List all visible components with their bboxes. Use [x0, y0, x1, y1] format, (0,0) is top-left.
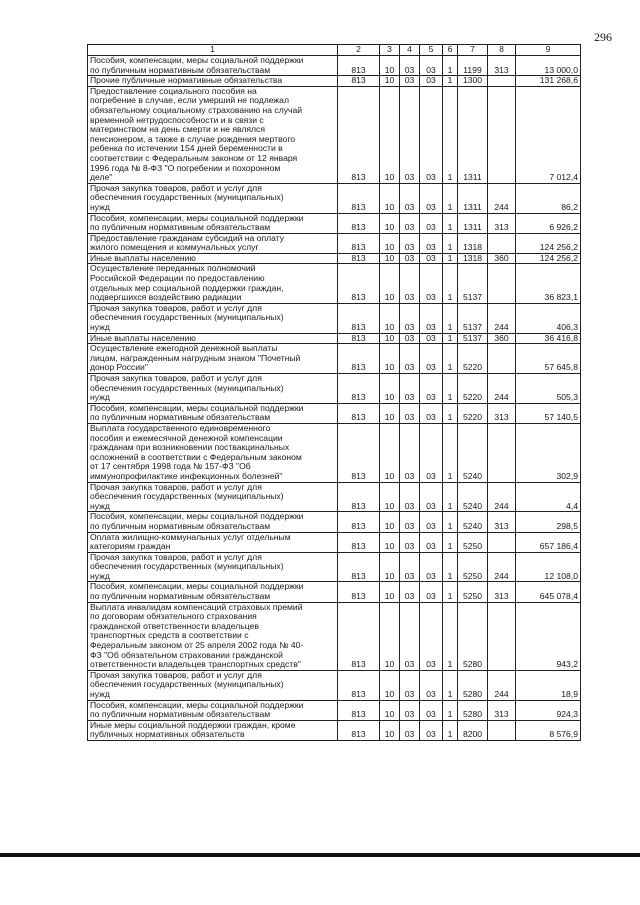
- row-section: 10: [380, 423, 400, 482]
- row-subprogram: 1: [443, 602, 458, 670]
- row-description: Прочая закупка товаров, работ и услуг для обеспечения государственных (муниципальных) нужд: [88, 183, 338, 213]
- table-row: [88, 233, 581, 253]
- row-section: 10: [380, 76, 400, 87]
- row-program: 03: [420, 76, 443, 87]
- row-program: 03: [420, 333, 443, 344]
- column-header: 1: [88, 45, 338, 56]
- row-section: 10: [380, 56, 400, 76]
- row-expense-type: 244: [488, 670, 516, 700]
- row-description: Прочая закупка товаров, работ и услуг для обеспечения государственных (муниципальных) нужд: [88, 552, 338, 582]
- row-program: 03: [420, 552, 443, 582]
- row-ministry-code: 813: [338, 512, 380, 532]
- row-target-code: 1311: [458, 213, 488, 233]
- row-expense-type: 244: [488, 183, 516, 213]
- row-description: Выплата инвалидам компенсаций страховых премий по договорам обязательного страхования гражданской ответственности владельцев транспортных средств в соответствии с Федеральным законом от 25 апреля 2002 года № 40- ФЗ "Об обязательном страховании гражданской ответственности владельцев транспортных средств": [88, 602, 338, 670]
- row-amount: 18,9: [516, 670, 581, 700]
- row-ministry-code: 813: [338, 482, 380, 512]
- row-expense-type: 244: [488, 374, 516, 404]
- row-expense-type: [488, 264, 516, 303]
- row-amount: 131 268,6: [516, 76, 581, 87]
- row-subsection: 03: [400, 344, 420, 374]
- row-section: 10: [380, 403, 400, 423]
- row-expense-type: 313: [488, 582, 516, 602]
- row-subprogram: 1: [443, 76, 458, 87]
- column-header: 3: [380, 45, 400, 56]
- row-subprogram: 1: [443, 374, 458, 404]
- row-subprogram: 1: [443, 183, 458, 213]
- row-description: Предоставление социального пособия на погребение в случае, если умерший не подлежал обязательному социальному страхованию на случай временной нетрудоспособности и в связи с материнством на день смерти и не являлся пенсионером, а также в случае рождения мертвого ребенка по истечении 154 дней беременности в соответствии с Федеральным законом от 12 января 1996 года № 8-ФЗ "О погребении и похоронном деле": [88, 86, 338, 183]
- row-section: 10: [380, 512, 400, 532]
- row-amount: 298,5: [516, 512, 581, 532]
- row-amount: 302,9: [516, 423, 581, 482]
- table-row: [88, 582, 581, 602]
- table-row: [88, 183, 581, 213]
- table-row: [88, 670, 581, 700]
- row-program: 03: [420, 423, 443, 482]
- row-amount: 12 108,0: [516, 552, 581, 582]
- row-amount: 36 823,1: [516, 264, 581, 303]
- row-ministry-code: 813: [338, 602, 380, 670]
- row-ministry-code: 813: [338, 403, 380, 423]
- row-amount: 57 140,5: [516, 403, 581, 423]
- row-expense-type: [488, 602, 516, 670]
- row-subprogram: 1: [443, 213, 458, 233]
- row-program: 03: [420, 403, 443, 423]
- row-subprogram: 1: [443, 403, 458, 423]
- row-section: 10: [380, 344, 400, 374]
- row-expense-type: [488, 423, 516, 482]
- row-subprogram: 1: [443, 552, 458, 582]
- row-ministry-code: 813: [338, 374, 380, 404]
- row-expense-type: 244: [488, 552, 516, 582]
- row-subprogram: 1: [443, 670, 458, 700]
- row-expense-type: 313: [488, 512, 516, 532]
- column-header: 8: [488, 45, 516, 56]
- row-subprogram: 1: [443, 582, 458, 602]
- row-description: Осуществление переданных полномочий Российской Федерации по предоставлению отдельных мер социальной поддержки граждан, подвергшихся воздействию радиации: [88, 264, 338, 303]
- page-bottom-rule: [0, 853, 640, 857]
- table-row: [88, 403, 581, 423]
- table-row: [88, 512, 581, 532]
- row-subprogram: 1: [443, 720, 458, 740]
- row-description: Оплата жилищно-коммунальных услуг отдельным категориям граждан: [88, 532, 338, 552]
- row-subprogram: 1: [443, 253, 458, 264]
- row-ministry-code: 813: [338, 213, 380, 233]
- row-amount: 124 256,2: [516, 253, 581, 264]
- row-subsection: 03: [400, 303, 420, 333]
- row-section: 10: [380, 213, 400, 233]
- row-section: 10: [380, 374, 400, 404]
- budget-table: [87, 44, 581, 741]
- row-subprogram: 1: [443, 344, 458, 374]
- column-header: 9: [516, 45, 581, 56]
- row-description: Прочая закупка товаров, работ и услуг для обеспечения государственных (муниципальных) нужд: [88, 670, 338, 700]
- row-program: 03: [420, 233, 443, 253]
- row-target-code: 5250: [458, 532, 488, 552]
- row-program: 03: [420, 512, 443, 532]
- row-section: 10: [380, 253, 400, 264]
- row-ministry-code: 813: [338, 56, 380, 76]
- row-target-code: 5240: [458, 512, 488, 532]
- row-subprogram: 1: [443, 56, 458, 76]
- row-expense-type: 313: [488, 56, 516, 76]
- row-target-code: 1300: [458, 76, 488, 87]
- row-subsection: 03: [400, 86, 420, 183]
- row-program: 03: [420, 253, 443, 264]
- row-target-code: 1318: [458, 253, 488, 264]
- row-expense-type: 360: [488, 333, 516, 344]
- row-ministry-code: 813: [338, 303, 380, 333]
- row-expense-type: 313: [488, 213, 516, 233]
- row-program: 03: [420, 213, 443, 233]
- row-target-code: 5240: [458, 423, 488, 482]
- row-subsection: 03: [400, 482, 420, 512]
- row-target-code: 5220: [458, 374, 488, 404]
- row-program: 03: [420, 482, 443, 512]
- row-amount: 124 256,2: [516, 233, 581, 253]
- row-description: Пособия, компенсации, меры социальной поддержки по публичным нормативным обязательствам: [88, 56, 338, 76]
- row-subsection: 03: [400, 532, 420, 552]
- row-amount: 13 000,0: [516, 56, 581, 76]
- row-subsection: 03: [400, 602, 420, 670]
- row-amount: 6 926,2: [516, 213, 581, 233]
- row-program: 03: [420, 602, 443, 670]
- row-description: Выплата государственного единовременного пособия и ежемесячной денежной компенсации гражданам при возникновении поствакцинальных осложнений в соответствии с Федеральным законом от 17 сентября 1998 года № 157-ФЗ "Об иммунопрофилактике инфекционных болезней": [88, 423, 338, 482]
- row-ministry-code: 813: [338, 423, 380, 482]
- table-row: [88, 76, 581, 87]
- row-expense-type: 313: [488, 700, 516, 720]
- row-description: Пособия, компенсации, меры социальной поддержки по публичным нормативным обязательствам: [88, 700, 338, 720]
- row-target-code: 1199: [458, 56, 488, 76]
- row-description: Прочие публичные нормативные обязательства: [88, 76, 338, 87]
- row-amount: 4,4: [516, 482, 581, 512]
- row-ministry-code: 813: [338, 183, 380, 213]
- row-subsection: 03: [400, 403, 420, 423]
- row-subprogram: 1: [443, 86, 458, 183]
- row-ministry-code: 813: [338, 76, 380, 87]
- row-subprogram: 1: [443, 303, 458, 333]
- row-ministry-code: 813: [338, 582, 380, 602]
- row-target-code: 5137: [458, 264, 488, 303]
- row-section: 10: [380, 482, 400, 512]
- row-subprogram: 1: [443, 532, 458, 552]
- row-amount: 57 645,8: [516, 344, 581, 374]
- row-subprogram: 1: [443, 333, 458, 344]
- row-subsection: 03: [400, 233, 420, 253]
- row-description: Прочая закупка товаров, работ и услуг для обеспечения государственных (муниципальных) нужд: [88, 303, 338, 333]
- row-section: 10: [380, 532, 400, 552]
- row-program: 03: [420, 303, 443, 333]
- row-ministry-code: 813: [338, 552, 380, 582]
- row-subsection: 03: [400, 253, 420, 264]
- row-program: 03: [420, 374, 443, 404]
- table-row: [88, 253, 581, 264]
- row-subsection: 03: [400, 582, 420, 602]
- row-program: 03: [420, 344, 443, 374]
- row-description: Осуществление ежегодной денежной выплаты лицам, награжденным нагрудным знаком "Почетный донор России": [88, 344, 338, 374]
- row-description: Пособия, компенсации, меры социальной поддержки по публичным нормативным обязательствам: [88, 512, 338, 532]
- column-header: 7: [458, 45, 488, 56]
- row-section: 10: [380, 303, 400, 333]
- row-subsection: 03: [400, 670, 420, 700]
- table-row: [88, 602, 581, 670]
- row-subprogram: 1: [443, 264, 458, 303]
- table-row: [88, 213, 581, 233]
- row-amount: 943,2: [516, 602, 581, 670]
- row-expense-type: [488, 76, 516, 87]
- row-program: 03: [420, 264, 443, 303]
- row-amount: 86,2: [516, 183, 581, 213]
- row-ministry-code: 813: [338, 264, 380, 303]
- row-description: Пособия, компенсации, меры социальной поддержки по публичным нормативным обязательствам: [88, 213, 338, 233]
- row-target-code: 5220: [458, 344, 488, 374]
- row-section: 10: [380, 264, 400, 303]
- row-section: 10: [380, 582, 400, 602]
- table-row: [88, 56, 581, 76]
- row-program: 03: [420, 56, 443, 76]
- row-section: 10: [380, 333, 400, 344]
- row-subsection: 03: [400, 333, 420, 344]
- row-subsection: 03: [400, 512, 420, 532]
- row-subsection: 03: [400, 720, 420, 740]
- page-number: 296: [594, 30, 612, 44]
- table-row: [88, 264, 581, 303]
- row-expense-type: [488, 720, 516, 740]
- row-target-code: 5220: [458, 403, 488, 423]
- row-ministry-code: 813: [338, 532, 380, 552]
- row-program: 03: [420, 720, 443, 740]
- column-header: 2: [338, 45, 380, 56]
- row-ministry-code: 813: [338, 720, 380, 740]
- row-target-code: 1311: [458, 183, 488, 213]
- row-description: Иные меры социальной поддержки граждан, кроме публичных нормативных обязательств: [88, 720, 338, 740]
- row-description: Иные выплаты населению: [88, 253, 338, 264]
- row-amount: 645 078,4: [516, 582, 581, 602]
- row-section: 10: [380, 233, 400, 253]
- row-expense-type: [488, 233, 516, 253]
- column-header: 6: [443, 45, 458, 56]
- row-amount: 8 576,9: [516, 720, 581, 740]
- row-expense-type: 244: [488, 482, 516, 512]
- row-section: 10: [380, 552, 400, 582]
- row-target-code: 5250: [458, 552, 488, 582]
- row-section: 10: [380, 670, 400, 700]
- table-row: [88, 532, 581, 552]
- row-description: Иные выплаты населению: [88, 333, 338, 344]
- row-amount: 7 012,4: [516, 86, 581, 183]
- row-program: 03: [420, 183, 443, 213]
- table-row: [88, 482, 581, 512]
- row-target-code: 8200: [458, 720, 488, 740]
- row-target-code: 5137: [458, 303, 488, 333]
- row-description: Предоставление гражданам субсидий на оплату жилого помещения и коммунальных услуг: [88, 233, 338, 253]
- table-row: [88, 303, 581, 333]
- table-row: [88, 720, 581, 740]
- row-subprogram: 1: [443, 233, 458, 253]
- row-amount: 924,3: [516, 700, 581, 720]
- table-header-row: [88, 45, 581, 56]
- row-expense-type: [488, 86, 516, 183]
- row-amount: 406,3: [516, 303, 581, 333]
- row-ministry-code: 813: [338, 253, 380, 264]
- row-section: 10: [380, 86, 400, 183]
- row-subsection: 03: [400, 700, 420, 720]
- row-section: 10: [380, 720, 400, 740]
- table-row: [88, 423, 581, 482]
- row-amount: 36 416,8: [516, 333, 581, 344]
- table-body: [88, 56, 581, 741]
- row-description: Прочая закупка товаров, работ и услуг для обеспечения государственных (муниципальных) нужд: [88, 374, 338, 404]
- row-section: 10: [380, 183, 400, 213]
- row-expense-type: 313: [488, 403, 516, 423]
- row-subprogram: 1: [443, 482, 458, 512]
- column-header: 4: [400, 45, 420, 56]
- row-description: Прочая закупка товаров, работ и услуг для обеспечения государственных (муниципальных) нужд: [88, 482, 338, 512]
- table-row: [88, 344, 581, 374]
- row-target-code: 5280: [458, 602, 488, 670]
- row-target-code: 5250: [458, 582, 488, 602]
- row-subprogram: 1: [443, 423, 458, 482]
- row-expense-type: [488, 532, 516, 552]
- row-section: 10: [380, 700, 400, 720]
- row-description: Пособия, компенсации, меры социальной поддержки по публичным нормативным обязательствам: [88, 582, 338, 602]
- row-subsection: 03: [400, 183, 420, 213]
- row-amount: 657 186,4: [516, 532, 581, 552]
- row-target-code: 5137: [458, 333, 488, 344]
- table-row: [88, 333, 581, 344]
- row-program: 03: [420, 582, 443, 602]
- row-amount: 505,3: [516, 374, 581, 404]
- row-ministry-code: 813: [338, 86, 380, 183]
- row-ministry-code: 813: [338, 344, 380, 374]
- row-target-code: 1311: [458, 86, 488, 183]
- row-target-code: 5280: [458, 700, 488, 720]
- row-subprogram: 1: [443, 700, 458, 720]
- row-target-code: 5280: [458, 670, 488, 700]
- row-ministry-code: 813: [338, 670, 380, 700]
- row-ministry-code: 813: [338, 333, 380, 344]
- table-row: [88, 552, 581, 582]
- row-subsection: 03: [400, 264, 420, 303]
- row-subsection: 03: [400, 374, 420, 404]
- table-row: [88, 700, 581, 720]
- row-subsection: 03: [400, 552, 420, 582]
- row-ministry-code: 813: [338, 700, 380, 720]
- row-expense-type: 244: [488, 303, 516, 333]
- row-ministry-code: 813: [338, 233, 380, 253]
- row-program: 03: [420, 670, 443, 700]
- row-subsection: 03: [400, 213, 420, 233]
- table-row: [88, 374, 581, 404]
- row-subsection: 03: [400, 56, 420, 76]
- column-header: 5: [420, 45, 443, 56]
- row-section: 10: [380, 602, 400, 670]
- row-subsection: 03: [400, 76, 420, 87]
- row-target-code: 1318: [458, 233, 488, 253]
- table-row: [88, 86, 581, 183]
- row-program: 03: [420, 86, 443, 183]
- row-program: 03: [420, 700, 443, 720]
- row-subsection: 03: [400, 423, 420, 482]
- row-subprogram: 1: [443, 512, 458, 532]
- row-expense-type: [488, 344, 516, 374]
- row-description: Пособия, компенсации, меры социальной поддержки по публичным нормативным обязательствам: [88, 403, 338, 423]
- row-expense-type: 360: [488, 253, 516, 264]
- row-program: 03: [420, 532, 443, 552]
- row-target-code: 5240: [458, 482, 488, 512]
